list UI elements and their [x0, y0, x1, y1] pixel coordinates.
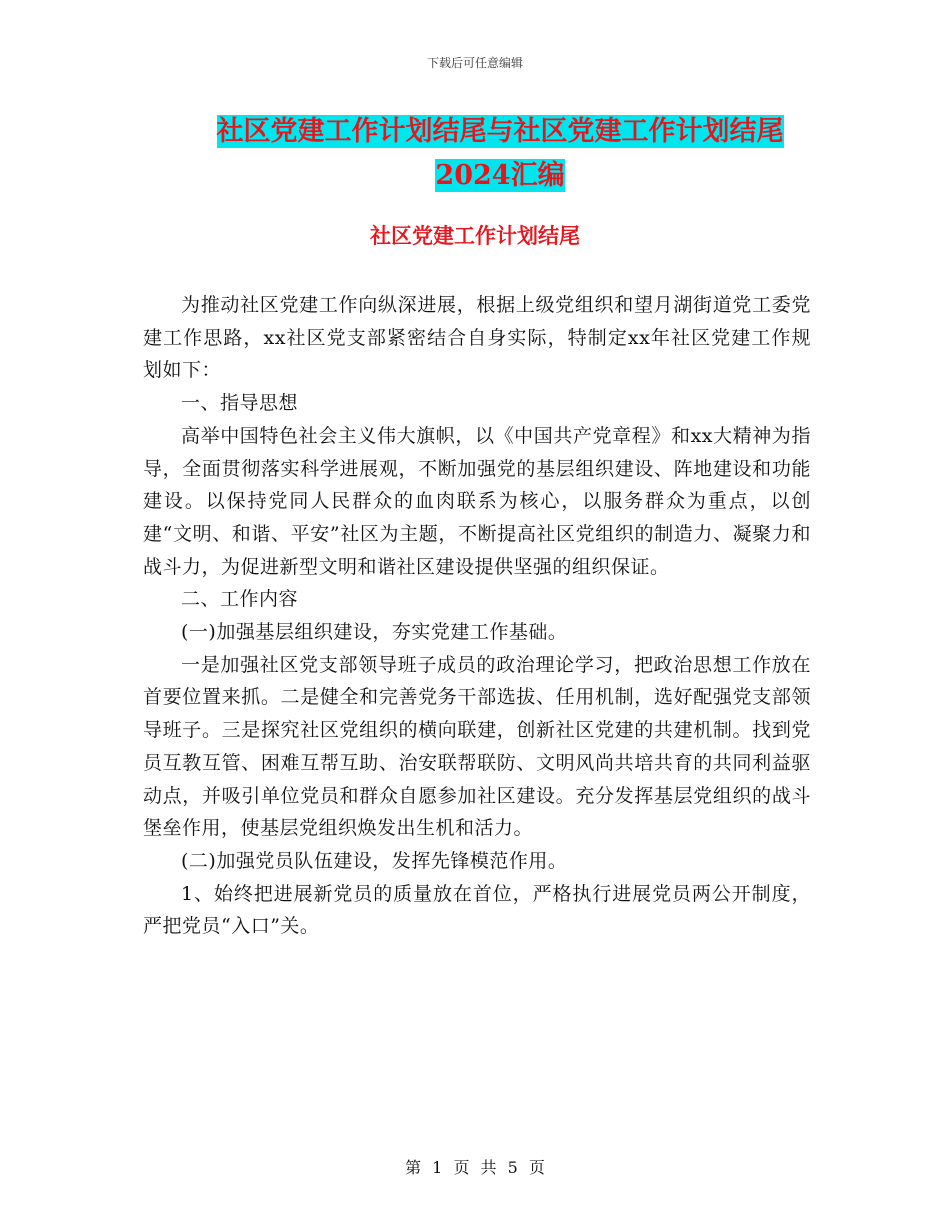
subheading-organization: (一)加强基层组织建设，夯实党建工作基础。: [181, 621, 568, 644]
document-title-text: 社区党建工作计划结尾与社区党建工作计划结尾2024汇编: [216, 116, 784, 191]
page-footer: 第 1 页 共 5 页: [405, 1158, 545, 1177]
document-title: [190, 110, 810, 198]
subheading-party-members: (二)加强党员队伍建设，发挥先锋模范作用。: [181, 849, 568, 872]
paragraph-party-members: 1、始终把进展新党员的质量放在首位，严格执行进展党员两公开制度，严把党员“入口”关。: [143, 882, 811, 938]
header-note: 下载后可任意编辑: [426, 56, 523, 70]
document-body: [143, 289, 811, 943]
paragraph-guiding-thought: 高举中国特色社会主义伟大旗帜，以《中国共产党章程》和xx大精神为指导，全面贯彻落实科学进展观，不断加强党的基层组织建设、阵地建设和功能建设。以保持党同人民群众的血肉联系为核心，以服务群众为重点，以创建“文明、和谐、平安”社区为主题，不断提高社区党组织的制造力、凝聚力和战斗力，为促进新型文明和谐社区建设提供坚强的组织保证。: [143, 424, 811, 578]
paragraph-intro: 为推动社区党建工作向纵深进展，根据上级党组织和望月湖街道党工委党建工作思路，xx社区党支部紧密结合自身实际，特制定xx年社区党建工作规划如下：: [143, 294, 811, 382]
section-title: 社区党建工作计划结尾: [370, 223, 580, 248]
heading-work-content: 二、工作内容: [181, 588, 299, 611]
heading-guiding-thought: 一、指导思想: [181, 392, 299, 415]
paragraph-organization: 一是加强社区党支部领导班子成员的政治理论学习，把政治思想工作放在首要位置来抓。二是健全和完善党务干部选拔、任用机制，选好配强党支部领导班子。三是探究社区党组织的横向联建，创新社区党建的共建机制。找到党员互教互管、困难互帮互助、治安联帮联防、文明风尚共培共育的共同利益驱动点，并吸引单位党员和群众自愿参加社区建设。充分发挥基层党组织的战斗堡垒作用，使基层党组织焕发出生机和活力。: [143, 653, 811, 840]
